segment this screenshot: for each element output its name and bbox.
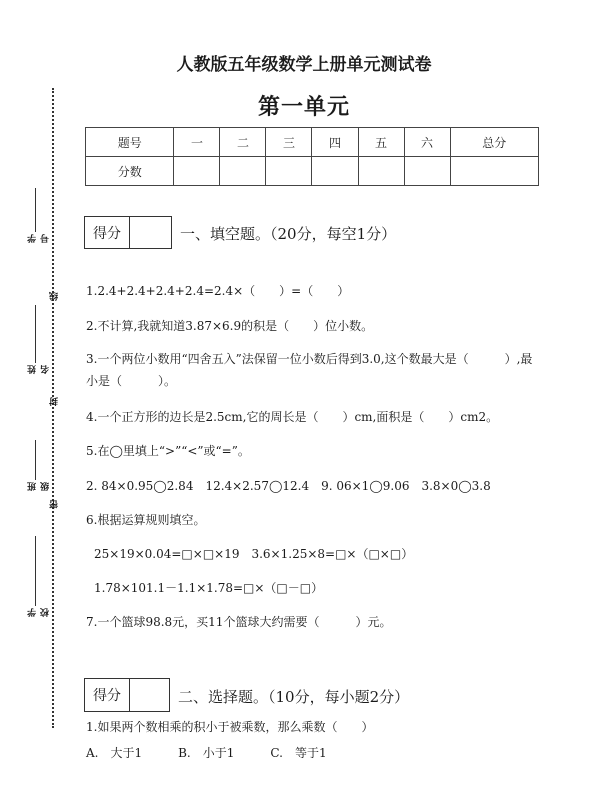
question-3-cont: 小是（ ）。 [86,374,177,388]
header-cell: 六 [404,128,450,157]
binding-mark-line: 线 [50,292,60,301]
binding-mark-secret: 密 [50,500,60,509]
field-label: 学校 [28,608,51,617]
score-table-header-row [86,128,539,157]
binding-dotted-line [52,88,54,728]
question-2: 2.不计算,我就知道3.87×6.9的积是（ ）位小数。 [86,319,374,333]
question-6-line-2: 1.78×101.1－1.1×1.78=□×（□－□） [94,581,324,595]
score-cell[interactable] [358,157,404,186]
field-underline [35,440,36,480]
binding-mark-seal: 封 [50,397,60,406]
field-label: 学号 [28,234,51,243]
question-5-items: 2. 84×0.95◯2.84 12.4×2.57◯12.4 9. 06×1◯9.06 3.8×0◯3.8 [86,479,491,493]
score-box-blank[interactable] [130,679,169,711]
question-3: 3.一个两位小数用“四舍五入”法保留一位小数后得到3.0,这个数最大是（ ）,最 [86,352,533,366]
question-1: 1.2.4+2.4+2.4+2.4=2.4×（ ）=（ ） [86,284,350,298]
score-box-label: 得分 [85,679,130,711]
score-box-label: 得分 [85,217,130,248]
section1-score-box [84,216,172,249]
question-7: 7.一个篮球98.8元，买11个篮球大约需要（ ）元。 [86,615,392,629]
question-4: 4.一个正方形的边长是2.5cm,它的周长是（ ）cm,面积是（ ）cm2。 [86,410,499,424]
field-underline [35,188,36,232]
header-cell: 题号 [86,128,174,157]
score-cell[interactable] [220,157,266,186]
section2-score-box [84,678,170,712]
page-title: 人教版五年级数学上册单元测试卷 [176,55,432,75]
header-cell: 总分 [450,128,538,157]
score-table [85,127,539,186]
question-6: 6.根据运算规则填空。 [86,513,206,527]
score-table-score-row [86,157,539,186]
section1-heading: 一、填空题。（20分，每空1分） [180,225,397,243]
header-cell: 三 [266,128,312,157]
question-5: 5.在◯里填上“>”“<”或“=”。 [86,444,250,458]
score-cell[interactable] [312,157,358,186]
field-label: 班级 [28,482,51,491]
question-6-line-1: 25×19×0.04=□×□×19 3.6×1.25×8=□×（□×□） [94,547,414,561]
field-underline [35,305,36,363]
field-label: 姓名 [28,365,51,374]
score-cell[interactable] [450,157,538,186]
score-box-blank[interactable] [130,217,171,248]
header-cell: 四 [312,128,358,157]
section2-heading: 二、选择题。（10分，每小题2分） [178,688,410,706]
unit-title: 第一单元 [257,94,350,120]
row-label-cell: 分数 [86,157,174,186]
score-cell[interactable] [404,157,450,186]
header-cell: 二 [220,128,266,157]
header-cell: 五 [358,128,404,157]
score-cell[interactable] [266,157,312,186]
header-cell: 一 [174,128,220,157]
choice-question-1-options: A. 大于1 B. 小于1 C. 等于1 [86,746,327,760]
choice-question-1: 1.如果两个数相乘的积小于被乘数，那么乘数（ ） [86,720,374,734]
score-cell[interactable] [174,157,220,186]
field-underline [35,536,36,606]
